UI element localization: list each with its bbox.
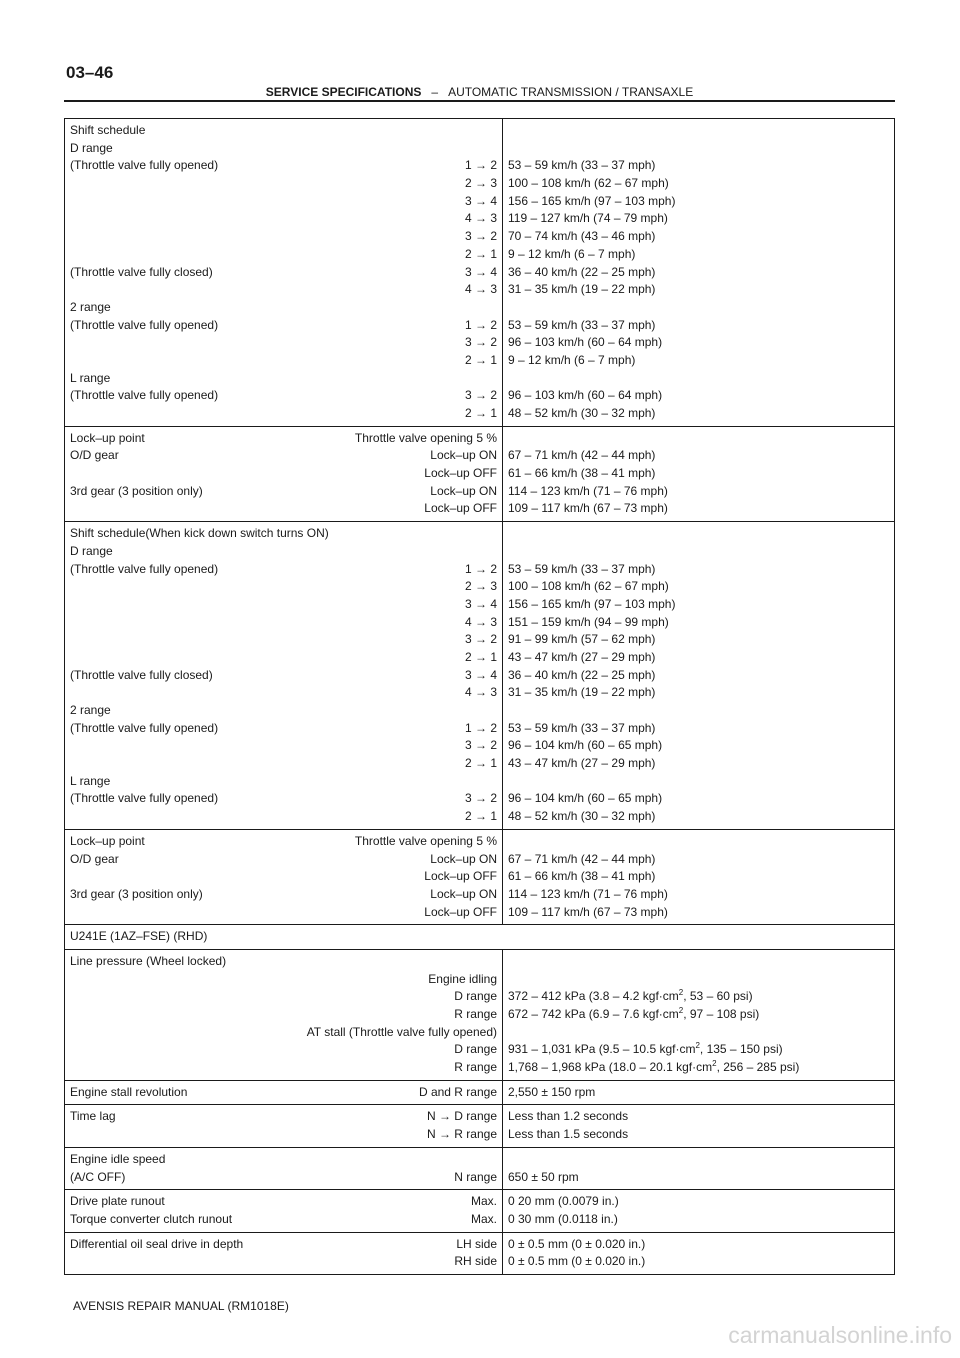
spec-value: 31 – 35 km/h (19 – 22 mph) (508, 685, 656, 700)
spec-condition: 4 → 3 (464, 614, 497, 629)
spec-item-label: (Throttle valve fully opened) (70, 388, 219, 403)
spec-value: 931 – 1,031 kPa (9.5 – 10.5 $kgf\cdot cm^2$, 135 – 150 psi) (508, 1041, 783, 1057)
spec-item-line (70, 886, 497, 904)
spec-value: 53 – 59 km/h (33 – 37 mph) (508, 561, 656, 576)
model-heading (65, 925, 895, 950)
model-heading-text: U241E (1AZ–FSE) (RHD) (70, 929, 208, 944)
spec-row (65, 426, 895, 521)
spec-item-label: Lock–up point (70, 833, 145, 848)
spec-condition: 2 → 1 (464, 809, 497, 824)
spec-value-cell (503, 1232, 895, 1274)
spec-condition: 3 → 4 (464, 193, 497, 208)
spec-value-cell (503, 1080, 895, 1105)
spec-value (508, 971, 889, 989)
spec-condition: RH side (454, 1254, 497, 1269)
spec-condition: R range (454, 1007, 497, 1021)
spec-value: 2,550 ± 150 rpm (508, 1084, 596, 1099)
subsection-title: AUTOMATIC TRANSMISSION / TRANSAXLE (448, 85, 694, 99)
spec-item-label: 3rd gear (3 position only) (70, 886, 203, 901)
page-number: 03–46 (66, 63, 114, 82)
spec-item-label: (Throttle valve fully opened) (70, 158, 219, 173)
spec-condition: 1 → 2 (464, 720, 497, 735)
spec-value-cell (503, 119, 895, 427)
spec-condition: AT stall (Throttle valve fully opened) (306, 1024, 497, 1039)
spec-value-cell (503, 426, 895, 521)
spec-value (508, 833, 889, 851)
spec-item-label: D range (70, 543, 113, 558)
spec-value: 48 – 52 km/h (30 – 32 mph) (508, 809, 656, 824)
spec-value: 67 – 71 km/h (42 – 44 mph) (508, 851, 656, 866)
spec-item-line (70, 334, 497, 352)
spec-value-cell (503, 949, 895, 1080)
spec-item-label: (Throttle valve fully opened) (70, 317, 219, 332)
spec-row (65, 119, 895, 427)
spec-item-line (70, 1108, 497, 1126)
spec-item-label: (A/C OFF) (70, 1169, 126, 1184)
spec-item-line (70, 122, 497, 140)
spec-value: 372 – 412 kPa (3.8 – 4.2 $kgf\cdot cm^2$, 53 – 60 psi) (508, 988, 753, 1004)
spec-item-line (70, 525, 497, 543)
spec-value: 156 – 165 km/h (97 – 103 mph) (508, 596, 676, 611)
spec-condition: D and R range (418, 1084, 497, 1099)
spec-row (65, 1232, 895, 1274)
spec-item-line (70, 1006, 497, 1024)
spec-item-line (70, 500, 497, 518)
spec-value: 100 – 108 km/h (62 – 67 mph) (508, 176, 669, 191)
spec-condition: Lock–up ON (430, 886, 497, 901)
page-header (64, 85, 895, 99)
spec-value: 67 – 71 km/h (42 – 44 mph) (508, 448, 656, 463)
spec-row (65, 1080, 895, 1105)
spec-item-cell (65, 1105, 503, 1147)
spec-item-line (70, 755, 497, 773)
spec-value: 9 – 12 km/h (6 – 7 mph) (508, 246, 636, 261)
spec-value: 61 – 66 km/h (38 – 41 mph) (508, 869, 656, 884)
spec-item-line (70, 246, 497, 264)
spec-value: 156 – 165 km/h (97 – 103 mph) (508, 193, 676, 208)
spec-item-line (70, 1236, 497, 1254)
spec-item-cell (65, 119, 503, 427)
spec-condition: Lock–up OFF (424, 904, 497, 919)
spec-value: 650 ± 50 rpm (508, 1169, 579, 1184)
spec-item-label: 3rd gear (3 position only) (70, 483, 203, 498)
spec-item-label: Line pressure (Wheel locked) (70, 953, 227, 968)
spec-item-line (70, 387, 497, 405)
spec-value: 53 – 59 km/h (33 – 37 mph) (508, 720, 656, 735)
spec-condition: 2 → 1 (464, 246, 497, 261)
spec-item-label: Torque converter clutch runout (70, 1211, 233, 1226)
spec-item-line (70, 299, 497, 317)
spec-condition: 1 → 2 (464, 158, 497, 173)
spec-item-label: Engine stall revolution (70, 1084, 188, 1099)
spec-value: 53 – 59 km/h (33 – 37 mph) (508, 158, 656, 173)
spec-item-line (70, 1253, 497, 1271)
spec-condition: 1 → 2 (464, 317, 497, 332)
spec-item-line (70, 773, 497, 791)
spec-value (508, 1151, 889, 1169)
spec-condition: 3 → 2 (464, 738, 497, 753)
spec-item-line (70, 228, 497, 246)
spec-item-line (70, 702, 497, 720)
spec-item-line (70, 1126, 497, 1144)
spec-condition: Lock–up OFF (424, 869, 497, 884)
spec-value: 1,768 – 1,968 kPa (18.0 – 20.1 $kgf\cdot cm^2$, 256 – 285 psi) (508, 1059, 800, 1075)
spec-item-label: (Throttle valve fully closed) (70, 264, 213, 279)
header-dash: – (431, 85, 439, 99)
spec-item-line (70, 465, 497, 483)
spec-item-line (70, 264, 497, 282)
spec-item-label: L range (70, 370, 111, 385)
spec-item-label: D range (70, 140, 113, 155)
spec-value: 43 – 47 km/h (27 – 29 mph) (508, 756, 656, 771)
spec-value (508, 525, 889, 543)
spec-condition: D range (454, 989, 497, 1004)
spec-value (508, 953, 889, 971)
spec-item-line (70, 405, 497, 423)
spec-item-line (70, 720, 497, 738)
spec-condition: 3 → 2 (464, 791, 497, 806)
spec-value: 70 – 74 km/h (43 – 46 mph) (508, 229, 656, 244)
spec-item-cell (65, 1232, 503, 1274)
spec-item-label: Differential oil seal drive in depth (70, 1236, 244, 1251)
spec-row (65, 829, 895, 924)
spec-row (65, 1105, 895, 1147)
spec-value: 36 – 40 km/h (22 – 25 mph) (508, 264, 656, 279)
header-rule (64, 100, 895, 102)
spec-value (508, 370, 889, 388)
spec-value: Less than 1.2 seconds (508, 1109, 629, 1124)
spec-value: 48 – 52 km/h (30 – 32 mph) (508, 406, 656, 420)
spec-item-label: L range (70, 773, 111, 788)
spec-item-line (70, 649, 497, 667)
spec-condition: 3 → 2 (464, 229, 497, 244)
section-title: SERVICE SPECIFICATIONS (265, 85, 422, 99)
spec-item-line (70, 631, 497, 649)
spec-item-label: 2 range (70, 299, 111, 314)
spec-item-cell (65, 829, 503, 924)
spec-item-line (70, 737, 497, 755)
spec-item-cell (65, 426, 503, 521)
spec-condition: N → D range (426, 1109, 497, 1124)
spec-value: 36 – 40 km/h (22 – 25 mph) (508, 667, 656, 682)
spec-value: 100 – 108 km/h (62 – 67 mph) (508, 579, 669, 594)
spec-condition: Lock–up ON (430, 483, 497, 498)
spec-item-line (70, 1059, 497, 1077)
spec-condition: 2 → 3 (464, 176, 497, 191)
spec-item-label: Engine idle speed (70, 1151, 166, 1166)
spec-condition: 3 → 2 (464, 335, 497, 350)
spec-item-cell (65, 522, 503, 830)
spec-item-line (70, 790, 497, 808)
spec-value-cell (503, 829, 895, 924)
spec-row (65, 1147, 895, 1189)
spec-item-label: (Throttle valve fully closed) (70, 667, 213, 682)
spec-value-cell (503, 1105, 895, 1147)
spec-condition: Throttle valve opening 5 % (354, 833, 497, 848)
spec-value: 96 – 104 km/h (60 – 65 mph) (508, 791, 663, 806)
spec-item-label: (Throttle valve fully opened) (70, 791, 219, 806)
spec-item-line (70, 868, 497, 886)
spec-value: 114 – 123 km/h (71 – 76 mph) (508, 886, 668, 901)
spec-item-label: (Throttle valve fully opened) (70, 561, 219, 576)
spec-value: 53 – 59 km/h (33 – 37 mph) (508, 317, 656, 332)
spec-item-line (70, 851, 497, 869)
spec-value: Less than 1.5 seconds (508, 1127, 629, 1142)
spec-condition: 3 → 2 (464, 632, 497, 647)
spec-value: 672 – 742 kPa (6.9 – 7.6 $kgf\cdot cm^2$, 97 – 108 psi) (508, 1006, 760, 1021)
spec-value: 31 – 35 km/h (19 – 22 mph) (508, 282, 656, 297)
spec-item-line (70, 1041, 497, 1059)
spec-condition: N range (454, 1169, 497, 1184)
spec-item-line (70, 1084, 497, 1102)
spec-value-cell (503, 1147, 895, 1189)
spec-item-line (70, 210, 497, 228)
spec-item-line (70, 1193, 497, 1211)
spec-item-line (70, 1169, 497, 1187)
spec-row (65, 522, 895, 830)
spec-value: 114 – 123 km/h (71 – 76 mph) (508, 483, 668, 498)
spec-value (508, 543, 889, 561)
spec-value: 109 – 117 km/h (67 – 73 mph) (508, 501, 668, 516)
spec-item-line (70, 1024, 497, 1042)
spec-value (508, 1024, 889, 1042)
spec-item-label: (Throttle valve fully opened) (70, 720, 219, 735)
spec-value-cell (503, 1190, 895, 1232)
spec-condition: 2 → 1 (464, 649, 497, 664)
spec-item-cell (65, 1190, 503, 1232)
spec-item-line (70, 833, 497, 851)
spec-condition: Throttle valve opening 5 % (354, 430, 497, 445)
spec-item-line (70, 1211, 497, 1229)
spec-item-line (70, 808, 497, 826)
spec-item-line (70, 352, 497, 370)
specifications-table (64, 118, 895, 1275)
spec-value: 0 20 mm (0.0079 in.) (508, 1194, 619, 1209)
spec-condition: 4 → 3 (464, 282, 497, 297)
spec-value: 0 ± 0.5 mm (0 ± 0.020 in.) (508, 1236, 646, 1251)
spec-item-line (70, 430, 497, 448)
spec-item-line (70, 667, 497, 685)
spec-condition: 2 → 1 (464, 406, 497, 420)
spec-value: 91 – 99 km/h (57 – 62 mph) (508, 632, 656, 647)
spec-item-line (70, 596, 497, 614)
spec-condition: 3 → 2 (464, 388, 497, 403)
spec-condition: Lock–up ON (430, 851, 497, 866)
spec-value (508, 299, 889, 317)
spec-item-line (70, 317, 497, 335)
spec-condition: D range (454, 1042, 497, 1057)
spec-condition: Max. (470, 1211, 497, 1226)
spec-item-label: O/D gear (70, 851, 119, 866)
spec-item-line (70, 193, 497, 211)
spec-item-label: Shift schedule (70, 123, 146, 137)
spec-condition: N → R range (426, 1127, 497, 1142)
spec-condition: 4 → 3 (464, 211, 497, 226)
spec-condition: LH side (456, 1236, 497, 1251)
spec-value (508, 773, 889, 791)
spec-item-line (70, 1151, 497, 1169)
spec-item-label: Time lag (70, 1109, 116, 1124)
spec-row (65, 949, 895, 1080)
spec-row (65, 1190, 895, 1232)
spec-condition: R range (454, 1060, 497, 1075)
spec-value: 9 – 12 km/h (6 – 7 mph) (508, 352, 636, 367)
spec-item-line (70, 447, 497, 465)
spec-item-line (70, 953, 497, 971)
spec-item-line (70, 543, 497, 561)
spec-item-line (70, 140, 497, 158)
spec-item-line (70, 684, 497, 702)
spec-condition: Engine idling (428, 971, 497, 986)
spec-item-line (70, 175, 497, 193)
spec-condition: 2 → 3 (464, 579, 497, 594)
spec-value: 43 – 47 km/h (27 – 29 mph) (508, 649, 656, 664)
spec-condition: 4 → 3 (464, 685, 497, 700)
spec-value: 0 ± 0.5 mm (0 ± 0.020 in.) (508, 1254, 646, 1269)
spec-item-line (70, 971, 497, 989)
spec-value (508, 702, 889, 720)
spec-value: 96 – 103 km/h (60 – 64 mph) (508, 335, 663, 350)
spec-condition: 3 → 4 (464, 596, 497, 611)
spec-value-cell (503, 522, 895, 830)
spec-value: 61 – 66 km/h (38 – 41 mph) (508, 466, 656, 481)
spec-item-line (70, 370, 497, 388)
spec-item-cell (65, 1080, 503, 1105)
spec-value: 96 – 104 km/h (60 – 65 mph) (508, 738, 663, 753)
spec-condition: Lock–up OFF (424, 466, 497, 481)
spec-item-cell (65, 1147, 503, 1189)
spec-value: 96 – 103 km/h (60 – 64 mph) (508, 388, 663, 403)
spec-item-line (70, 157, 497, 175)
spec-item-line (70, 561, 497, 579)
spec-item-cell (65, 949, 503, 1080)
spec-condition: 1 → 2 (464, 561, 497, 576)
spec-item-label: O/D gear (70, 448, 119, 463)
spec-condition: 3 → 4 (464, 667, 497, 682)
spec-condition: 2 → 1 (464, 352, 497, 367)
spec-condition: Max. (470, 1194, 497, 1209)
spec-row (65, 925, 895, 950)
spec-item-label: Lock–up point (70, 430, 145, 445)
spec-value: 119 – 127 km/h (74 – 79 mph) (508, 211, 668, 226)
spec-value (508, 430, 889, 448)
spec-condition: Lock–up OFF (424, 501, 497, 516)
spec-item-label: Drive plate runout (70, 1194, 165, 1209)
spec-item-line (70, 988, 497, 1006)
spec-value: 0 30 mm (0.0118 in.) (508, 1211, 618, 1226)
spec-condition: 2 → 1 (464, 756, 497, 771)
spec-item-label: Shift schedule(When kick down switch turns ON) (70, 526, 329, 541)
spec-value (508, 140, 889, 158)
spec-item-label: 2 range (70, 703, 111, 717)
spec-item-line (70, 483, 497, 501)
spec-value: 109 – 117 km/h (67 – 73 mph) (508, 904, 668, 919)
spec-item-line (70, 904, 497, 922)
spec-condition: Lock–up ON (430, 448, 497, 463)
spec-item-line (70, 281, 497, 299)
watermark: carmanualsonline.info (728, 1322, 952, 1348)
spec-item-line (70, 578, 497, 596)
spec-condition: 3 → 4 (464, 264, 497, 279)
spec-value (508, 122, 889, 140)
spec-item-line (70, 614, 497, 632)
manual-footer: AVENSIS REPAIR MANUAL (RM1018E) (73, 1299, 289, 1313)
spec-value: 151 – 159 km/h (94 – 99 mph) (508, 614, 669, 629)
